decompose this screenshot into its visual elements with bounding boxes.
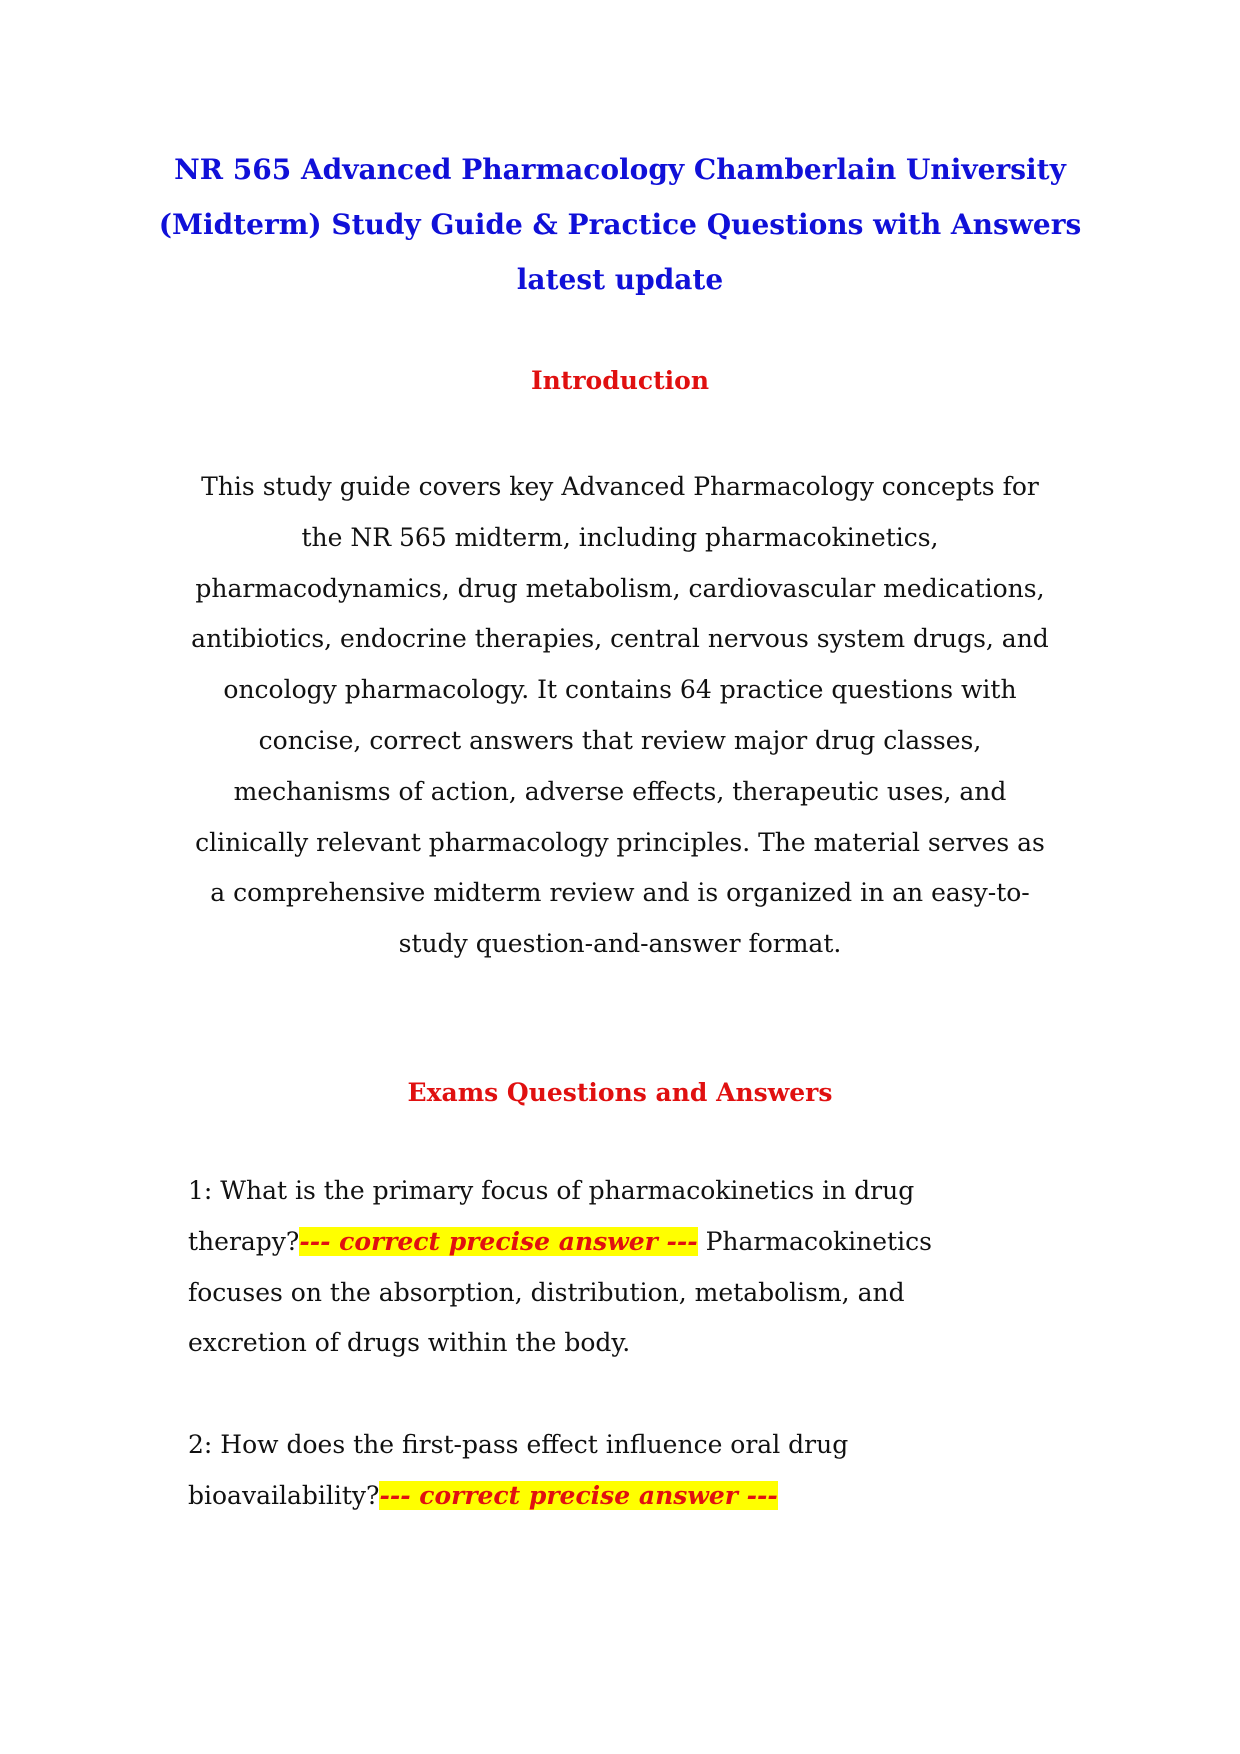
introduction-heading: Introduction <box>530 366 710 395</box>
question-2-text: 2: How does the first-pass effect influence oral drug bioavailability? <box>188 1430 849 1510</box>
introduction-text: This study guide covers key Advanced Pharmacology concepts for the NR 565 midterm, including pharmacokinetics, pharmacodynamics, drug metabolism, cardiovascular medications, antibiotics, endocrine therapies, central nervous system drugs, and oncology pharmacology. It contains 64 practice questions with concise, correct answers that review major drug classes, mechanisms of action, adverse effects, therapeutic uses, and clinically relevant pharmacology principles. The material serves as a comprehensive midterm review and is organized in an easy-to-study question-and-answer format. <box>191 472 1049 959</box>
question-2-answer-marker: --- correct precise answer --- <box>379 1480 778 1510</box>
qa-section-heading: Exams Questions and Answers <box>407 1078 833 1107</box>
question-2 <box>188 1420 1028 1522</box>
question-1 <box>188 1166 1028 1369</box>
question-1-text: 1: What is the primary focus of pharmacokinetics in drug therapy? <box>188 1176 915 1256</box>
question-1-answer-marker: --- correct precise answer --- <box>299 1226 698 1256</box>
question-1-answer: Pharmacokinetics focuses on the absorption, distribution, metabolism, and excretion of drugs within the body. <box>188 1226 932 1358</box>
document-title: NR 565 Advanced Pharmacology Chamberlain University (Midterm) Study Guide & Practice Questions with Answers latest update <box>158 153 1082 296</box>
